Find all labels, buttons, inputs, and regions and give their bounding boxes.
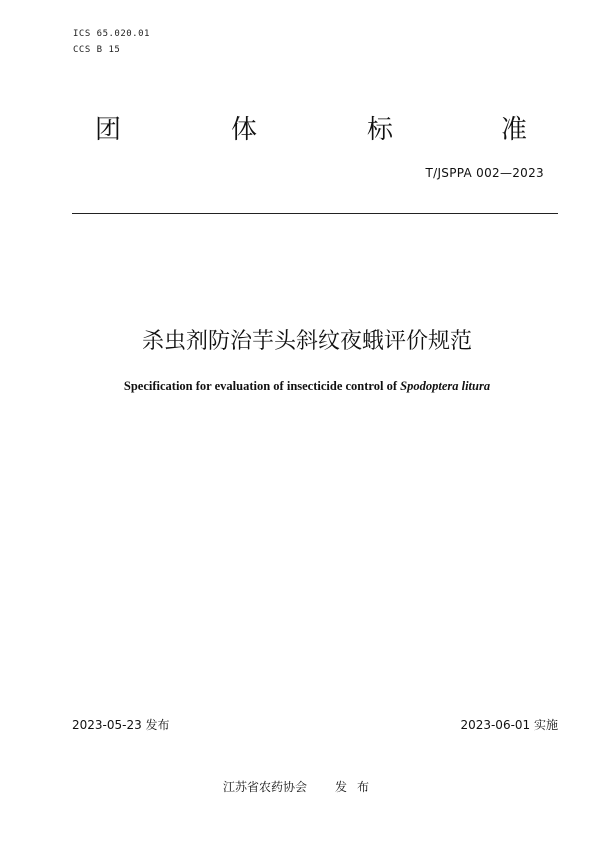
standard-type-char: 团	[95, 115, 122, 145]
english-title-species: Spodoptera litura	[400, 379, 491, 393]
standard-type-char: 准	[501, 115, 528, 145]
implementation-date: 2023-06-01 实施	[460, 718, 558, 732]
issue-date: 2023-05-23 发布	[72, 718, 170, 732]
standard-type-char: 标	[367, 115, 394, 145]
ics-code: ICS 65.020.01	[73, 29, 150, 39]
publisher-line	[223, 778, 379, 795]
english-title-text: Specification for evaluation of insecticide control of	[123, 379, 401, 393]
publisher-organization: 江苏省农药协会	[223, 780, 308, 794]
header-divider	[72, 213, 558, 214]
document-title-chinese: 杀虫剂防治芋头斜纹夜蛾评价规范	[141, 329, 472, 354]
document-title-english	[0, 379, 600, 394]
publisher-action: 发布	[335, 780, 380, 794]
standard-type-heading	[95, 112, 530, 152]
standard-type-char: 体	[231, 115, 258, 145]
ccs-code: CCS B 15	[73, 45, 121, 55]
standard-number: T/JSPPA 002—2023	[425, 166, 544, 180]
